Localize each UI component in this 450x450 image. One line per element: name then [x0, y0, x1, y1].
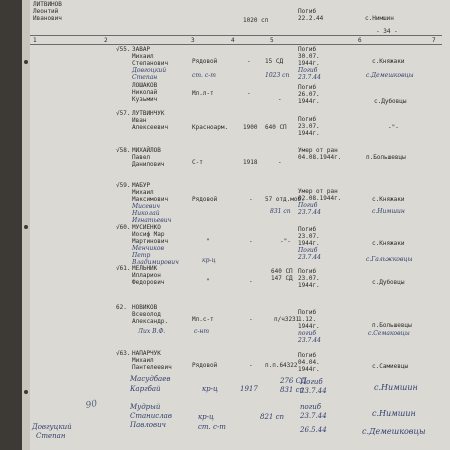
first-name: Илларион: [132, 272, 161, 279]
entry-number: 62.: [116, 304, 127, 311]
unit: п.п.64322: [265, 362, 298, 369]
top-entry-status: Погиб: [298, 8, 317, 15]
unit: 57 отд.моб.: [265, 196, 305, 203]
handwritten-name: Довгоцкий: [132, 67, 167, 74]
rank: Рядовой: [192, 196, 218, 203]
column-number: 3: [191, 37, 195, 44]
page-number: - 34 -: [376, 28, 398, 35]
unit: -: [278, 96, 282, 103]
first-name: Михаил: [132, 357, 154, 364]
handwritten-status: Погиб: [298, 247, 318, 254]
handwritten-name: Лих В.Ф.: [138, 328, 166, 335]
birth-year: 1918: [243, 159, 258, 166]
handwritten-date: 23.7.44: [298, 337, 321, 344]
date: 04.04.: [298, 359, 320, 366]
rank: ": [206, 238, 210, 245]
place: п.Большевцы: [372, 322, 412, 329]
birth-year: -: [249, 278, 253, 285]
rank: Мл.л-т: [192, 90, 214, 97]
header-rule-top: [30, 35, 442, 36]
rank: Рядовой: [192, 58, 218, 65]
status: Погиб: [298, 116, 317, 123]
rank: ": [206, 278, 210, 285]
column-number: 2: [104, 37, 108, 44]
birth-year: -: [247, 58, 251, 65]
rank: С-т: [192, 159, 203, 166]
handwritten-rank: ст. с-т: [192, 72, 216, 79]
patronymic: Мартинович: [132, 238, 169, 245]
handwritten-name: Менчиков: [132, 245, 164, 252]
birth-year: 1900: [243, 124, 258, 131]
status: Погиб: [298, 309, 317, 316]
place: -"-: [388, 124, 399, 131]
handwritten-date: 23.7.44: [298, 74, 321, 81]
date: 04.08.1944г.: [298, 154, 342, 161]
unit: 640 СП: [271, 268, 293, 275]
handwritten-name: Степан: [132, 74, 158, 81]
entry-number: √60.: [116, 224, 131, 231]
surname: МЕЛЬНИК: [132, 265, 158, 272]
first-name: Николай: [132, 89, 158, 96]
birth-year: -: [249, 238, 253, 245]
handwritten-place: с.Семаковцы: [368, 330, 410, 337]
patronymic: Степанович: [132, 60, 169, 67]
margin-name: Довгуцкий: [32, 423, 72, 431]
status: Погиб: [298, 352, 317, 359]
surname: НАПАРЧУК: [132, 350, 161, 357]
status: Умер от ран: [298, 147, 338, 154]
rank: Красноарм.: [192, 124, 229, 131]
top-entry-date: 22.2.44: [298, 15, 324, 22]
handwritten-name: Петр: [132, 252, 151, 259]
handwritten-rank: ст. с-т: [198, 423, 226, 431]
birth-year: -: [247, 90, 251, 97]
status: Погиб: [298, 268, 317, 275]
handwritten-place: с.Гальжковцы: [366, 256, 413, 263]
handwritten-place: с.Нимшин: [374, 383, 418, 392]
entry-number: √63.: [116, 350, 131, 357]
surname: ЛОШАКОВ: [132, 82, 158, 89]
entry-number: √55.: [116, 46, 131, 53]
handwritten-status: погиб: [298, 330, 317, 337]
first-name: Всеволод: [132, 311, 161, 318]
date: 23.07.: [298, 233, 320, 240]
surname: ЛУТВИНЧУК: [132, 110, 165, 117]
handwritten-place: с.Демешковцы: [362, 427, 426, 436]
margin-number: 90: [84, 398, 99, 412]
binder-hole: [24, 225, 28, 229]
date: 23.07.: [298, 123, 320, 130]
handwritten-date: 23.7.44: [298, 254, 321, 261]
birth-year: -: [249, 362, 253, 369]
surname: МИХАЙЛОВ: [132, 147, 161, 154]
first-name: Михаил: [132, 189, 154, 196]
date: 02.08.1944г.: [298, 195, 342, 202]
handwritten-name: Мудрый: [130, 403, 161, 411]
surname: НОВИКОВ: [132, 304, 158, 311]
handwritten-status: Погиб: [298, 67, 318, 74]
first-name: Павел: [132, 154, 151, 161]
place: с.Княжаки: [372, 196, 405, 203]
header-rule-bottom: [30, 44, 442, 45]
handwritten-date: 26.5.44: [300, 426, 327, 434]
unit: 640 СП: [265, 124, 287, 131]
unit-division: 147 СД: [271, 275, 293, 282]
handwritten-rank: с-нт: [194, 328, 210, 335]
patronymic: Максимович: [132, 196, 169, 203]
patronymic: Данилович: [132, 161, 165, 168]
handwritten-name: Игнатьевич: [132, 217, 172, 224]
status: Умер от ран: [298, 188, 338, 195]
first-name: Иосиф Мар: [132, 231, 165, 238]
surname: МУСИЕНКО: [132, 224, 161, 231]
column-number: 4: [231, 37, 235, 44]
binder-hole: [24, 60, 28, 64]
year: 1944г.: [298, 366, 320, 373]
handwritten-date: 23.7.44: [300, 412, 327, 420]
handwritten-name: Павлович: [130, 421, 166, 429]
place: с.Дубовцы: [372, 279, 405, 286]
handwritten-unit: 276 СД: [280, 377, 307, 385]
handwritten-unit: 821 сп: [260, 413, 285, 421]
handwritten-status: Погиб: [298, 202, 318, 209]
handwritten-year: 1917: [240, 385, 258, 393]
patronymic: Кузьмич: [132, 96, 158, 103]
handwritten-name: Николай: [132, 210, 160, 217]
status: Погиб: [298, 46, 317, 53]
rank: Рядовой: [192, 362, 218, 369]
handwritten-name: Станислав: [130, 412, 172, 420]
entry-number: √61.: [116, 265, 131, 272]
date: 23.07.: [298, 275, 320, 282]
year: 1944г.: [298, 60, 320, 67]
status: Погиб: [298, 84, 317, 91]
handwritten-unit: 1023 сп: [265, 72, 290, 79]
rank: Мл.с-т: [192, 316, 214, 323]
top-entry-unit: 1020 сп: [243, 17, 269, 24]
handwritten-unit: 831 сп: [270, 208, 291, 215]
handwritten-date: 23.7.44: [300, 387, 327, 395]
handwritten-name: Владимирович: [132, 259, 179, 266]
patronymic: Федорович: [132, 279, 165, 286]
binder-hole: [24, 390, 28, 394]
status: Погиб: [298, 226, 317, 233]
date: 30.07.: [298, 53, 320, 60]
column-number: 5: [270, 37, 274, 44]
handwritten-place: с.Нимшин: [372, 409, 416, 418]
handwritten-name: Каргбай: [130, 385, 161, 393]
handwritten-name: Мисевич: [132, 203, 161, 210]
archive-page: [22, 0, 450, 450]
birth-year: -: [249, 316, 253, 323]
unit: 15 СД: [265, 58, 284, 65]
column-number: 1: [33, 37, 37, 44]
handwritten-place: с.Демешковцы: [366, 72, 414, 79]
handwritten-status: Погиб: [300, 378, 323, 386]
year: 1944г.: [298, 282, 320, 289]
top-entry-patronymic: Иванович: [33, 15, 62, 22]
entry-number: √57.: [116, 110, 131, 117]
top-entry-first-name: Леонтий: [33, 8, 59, 15]
entry-number: √59.: [116, 182, 131, 189]
handwritten-rank: кр-ц: [198, 413, 214, 421]
year: 1944г.: [298, 98, 320, 105]
place: с.Дубовцы: [374, 98, 407, 105]
binder-strip: [22, 0, 30, 450]
column-number: 6: [358, 37, 362, 44]
birth-year: -: [249, 196, 253, 203]
patronymic: Пантелеевич: [132, 364, 172, 371]
handwritten-rank: кр-ц: [202, 257, 216, 264]
patronymic: Алексеевич: [132, 124, 169, 131]
patronymic: Александр.: [132, 318, 169, 325]
handwritten-date: 23.7.44: [298, 209, 321, 216]
place: с.Самиевцы: [372, 363, 409, 370]
handwritten-unit: 831 сп: [280, 386, 305, 394]
place: с.Княжаки: [372, 58, 405, 65]
surname: ЗАВАР: [132, 46, 151, 53]
place: п.Большевцы: [366, 154, 406, 161]
place: с.Княжаки: [372, 240, 405, 247]
margin-name: Степан: [36, 432, 66, 440]
handwritten-rank: кр-ц: [202, 385, 218, 393]
handwritten-status: погиб: [300, 403, 322, 411]
top-entry-place: с.Нимшин: [365, 15, 394, 22]
surname: МАБУР: [132, 182, 151, 189]
year: 1944г.: [298, 323, 320, 330]
column-number: 7: [432, 37, 436, 44]
unit: -: [278, 159, 282, 166]
date: 26.07.: [298, 91, 320, 98]
top-entry-surname: ЛИТВИНОВ: [33, 1, 62, 8]
first-name: Михаил: [132, 53, 154, 60]
handwritten-place: с.Нимшин: [372, 208, 405, 215]
year: 1944г.: [298, 240, 320, 247]
unit: -"-: [280, 238, 291, 245]
year: 1944г.: [298, 130, 320, 137]
unit: п/ч3231: [274, 316, 300, 323]
first-name: Иван: [132, 117, 147, 124]
date: 1.12.: [298, 316, 317, 323]
handwritten-name: Масудбаев: [130, 375, 171, 383]
entry-number: √58.: [116, 147, 131, 154]
